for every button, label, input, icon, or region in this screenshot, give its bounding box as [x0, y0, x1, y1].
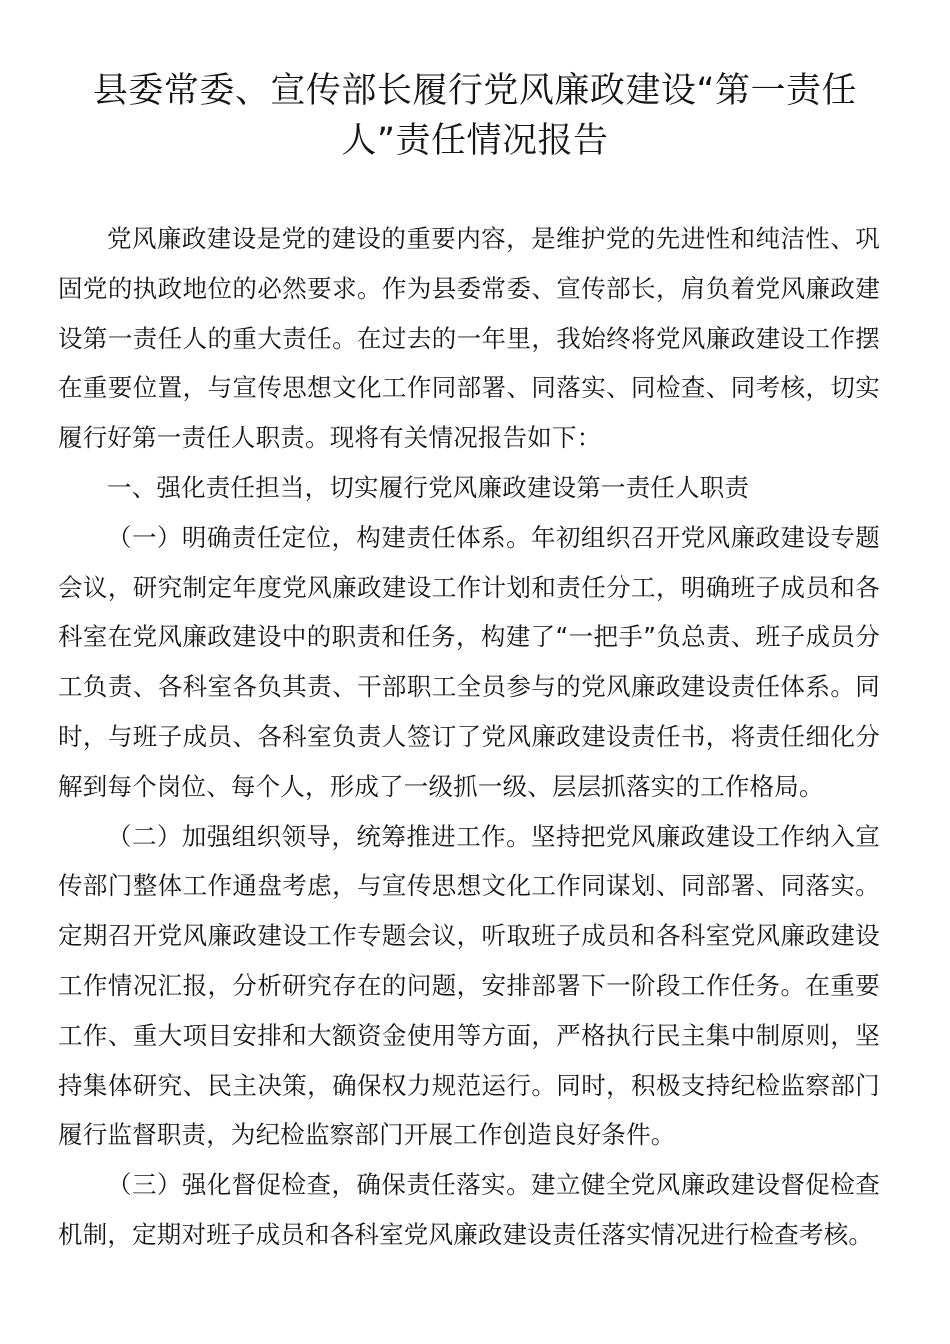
subsection-paragraph-3: （三）强化督促检查，确保责任落实。建立健全党风廉政建设督促检查机制，定期对班子成员和各科室党风廉政建设责任落实情况进行检查考核。 — [58, 1170, 880, 1249]
subsection-paragraph-2: （二）加强组织领导，统筹推进工作。坚持把党风廉政建设工作纳入宣传部门整体工作通盘考虑，与宣传思想文化工作同谋划、同部署、同落实。定期召开党风廉政建设工作专题会议，听取班子成员和各科室党风廉政建设工作情况汇报，分析研究存在的问题，安排部署下一阶段工作任务。在重要工作、重大项目安排和大额资金使用等方面，严格执行民主集中制原则，坚持集体研究、民主决策，确保权力规范运行。同时，积极支持纪检监察部门履行监督职责，为纪检监察部门开展工作创造良好条件。 — [58, 821, 880, 1150]
subsection-paragraph-1: （一）明确责任定位，构建责任体系。年初组织召开党风廉政建设专题会议，研究制定年度党风廉政建设工作计划和责任分工，明确班子成员和各科室在党风廉政建设中的职责和任务，构建了“一把手”负总责、班子成员分工负责、各科室各负其责、干部职工全员参与的党风廉政建设责任体系。同时，与班子成员、各科室负责人签订了党风廉政建设责任书，将责任细化分解到每个岗位、每个人，形成了一级抓一级、层层抓落实的工作格局。 — [58, 522, 880, 801]
intro-paragraph: 党风廉政建设是党的建设的重要内容，是维护党的先进性和纯洁性、巩固党的执政地位的必然要求。作为县委常委、宣传部长，肩负着党风廉政建设第一责任人的重大责任。在过去的一年里，我始终将党风廉政建设工作摆在重要位置，与宣传思想文化工作同部署、同落实、同检查、同考核，切实履行好第一责任人职责。现将有关情况报告如下： — [58, 224, 880, 453]
document-title: 县委常委、宣传部长履行党风廉政建设“第一责任人”责任情况报告 — [92, 71, 858, 161]
document-body — [58, 214, 880, 1260]
section-heading-1: 一、强化责任担当，切实履行党风廉政建设第一责任人职责 — [107, 472, 750, 502]
